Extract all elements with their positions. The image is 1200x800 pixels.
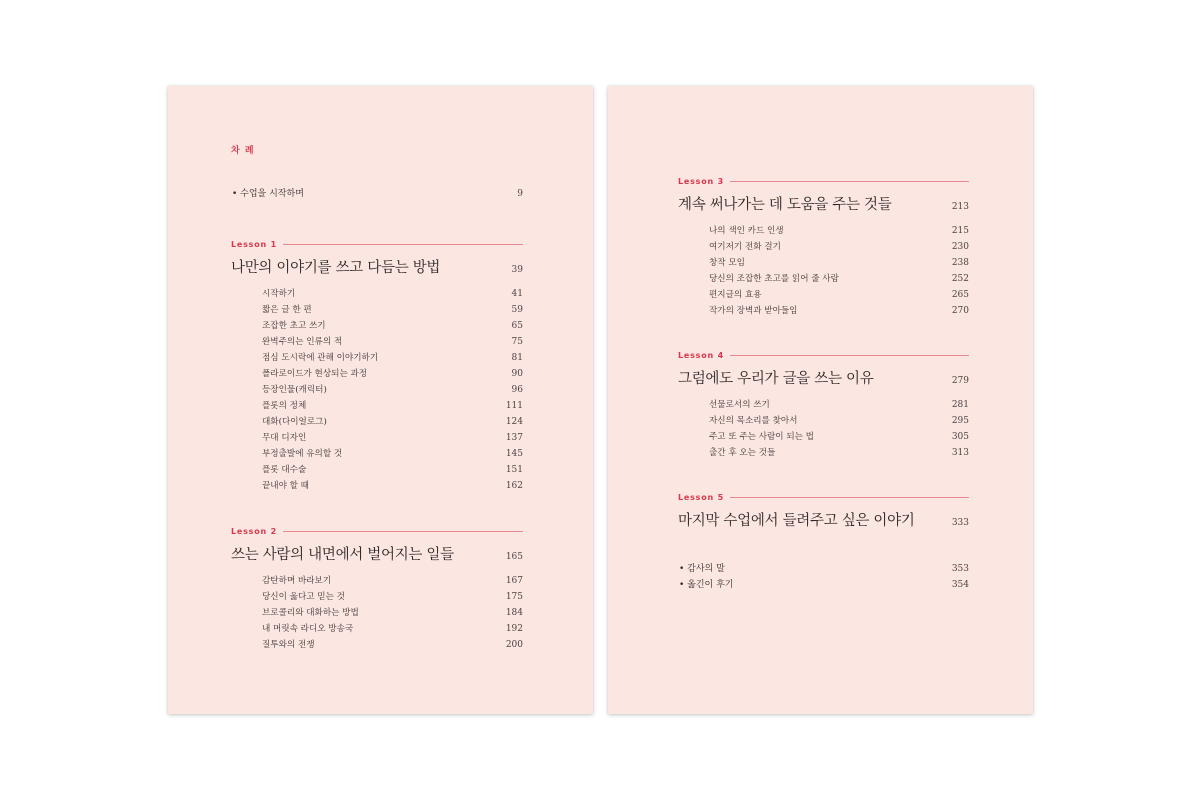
lesson-title-row[interactable]	[231, 256, 523, 278]
chapter-entry[interactable]	[678, 223, 969, 239]
chapter-entry[interactable]	[678, 445, 969, 461]
lesson-page: 39	[511, 265, 523, 275]
lesson-title-row[interactable]	[678, 193, 969, 215]
chapter-label: 감탄하며 바라보기	[262, 576, 332, 586]
chapter-entry[interactable]	[678, 239, 969, 255]
lesson-title: 마지막 수업에서 들려주고 싶은 이야기	[678, 513, 915, 529]
chapter-page: 151	[505, 465, 523, 475]
chapter-entry[interactable]	[231, 414, 523, 430]
lesson-page: 279	[951, 376, 969, 386]
lesson-tag	[678, 349, 969, 361]
lesson-tag	[678, 175, 969, 187]
chapter-page: 238	[951, 258, 969, 268]
chapter-page: 167	[505, 576, 523, 586]
lesson-divider	[283, 244, 523, 245]
chapter-label: 창작 모임	[709, 258, 745, 268]
chapter-page: 313	[951, 448, 969, 458]
entry-label: • 수업을 시작하며	[232, 189, 304, 199]
lesson-title: 그럼에도 우리가 글을 쓰는 이유	[678, 371, 874, 387]
lesson-title: 계속 써나가는 데 도움을 주는 것들	[678, 197, 892, 213]
back-matter	[678, 561, 969, 593]
toc-entry-acknowledgements[interactable]	[678, 561, 969, 577]
chapter-entry[interactable]	[678, 287, 969, 303]
chapter-page: 175	[505, 592, 523, 602]
entry-page: 354	[951, 580, 969, 590]
chapter-label: 폴라로이드가 현상되는 과정	[262, 369, 368, 379]
lesson-page: 165	[505, 552, 523, 562]
chapter-entry[interactable]	[231, 382, 523, 398]
lesson-title-row[interactable]	[678, 367, 969, 389]
chapter-label: 플롯의 정체	[262, 401, 307, 411]
lesson-tag	[678, 491, 969, 503]
chapter-page: 59	[511, 305, 523, 315]
chapter-label: 내 머릿속 라디오 방송국	[262, 624, 354, 634]
lesson-tag	[231, 238, 523, 250]
chapter-page: 145	[505, 449, 523, 459]
chapter-entry[interactable]	[231, 302, 523, 318]
chapter-page: 111	[505, 401, 523, 411]
chapter-label: 작가의 장벽과 받아들임	[709, 306, 798, 316]
chapter-page: 265	[951, 290, 969, 300]
chapter-entry[interactable]	[231, 573, 523, 589]
chapter-entry[interactable]	[231, 398, 523, 414]
chapter-list	[678, 397, 969, 461]
chapter-entry[interactable]	[231, 605, 523, 621]
chapter-label: 여기저기 전화 걸기	[709, 242, 781, 252]
lesson-title-row[interactable]	[231, 543, 523, 565]
chapter-label: 부정출발에 유의할 것	[262, 449, 343, 459]
chapter-label: 질투와의 전쟁	[262, 640, 315, 650]
chapter-list	[231, 573, 523, 653]
chapter-entry[interactable]	[231, 621, 523, 637]
lesson-divider	[283, 531, 523, 532]
lesson-2-section	[231, 525, 523, 653]
chapter-list	[231, 286, 523, 494]
lesson-page: 333	[951, 518, 969, 528]
lesson-4-section	[678, 349, 969, 461]
chapter-entry[interactable]	[678, 413, 969, 429]
chapter-entry[interactable]	[231, 366, 523, 382]
chapter-label: 완벽주의는 인류의 적	[262, 337, 343, 347]
chapter-entry[interactable]	[231, 637, 523, 653]
chapter-page: 162	[505, 481, 523, 491]
chapter-entry[interactable]	[678, 271, 969, 287]
chapter-page: 96	[511, 385, 523, 395]
chapter-page: 75	[511, 337, 523, 347]
chapter-entry[interactable]	[231, 286, 523, 302]
chapter-label: 등장인물(캐릭터)	[262, 385, 327, 395]
chapter-label: 출간 후 오는 것들	[709, 448, 776, 458]
lesson-tag	[231, 525, 523, 537]
chapter-label: 편지글의 효용	[709, 290, 762, 300]
chapter-page: 295	[951, 416, 969, 426]
prelude-entry	[231, 186, 523, 202]
chapter-entry[interactable]	[231, 462, 523, 478]
chapter-entry[interactable]	[231, 318, 523, 334]
lesson-tag-label: Lesson 2	[231, 526, 277, 536]
entry-label: • 감사의 말	[679, 564, 725, 574]
chapter-label: 선물로서의 쓰기	[709, 400, 770, 410]
lesson-tag-label: Lesson 1	[231, 239, 277, 249]
chapter-label: 조잡한 초고 쓰기	[262, 321, 326, 331]
chapter-entry[interactable]	[231, 478, 523, 494]
chapter-entry[interactable]	[231, 430, 523, 446]
lesson-divider	[730, 497, 969, 498]
lesson-divider	[730, 355, 969, 356]
entry-page: 9	[517, 189, 523, 199]
chapter-label: 나의 색인 카드 인생	[709, 226, 784, 236]
chapter-entry[interactable]	[678, 429, 969, 445]
toc-entry-prelude[interactable]	[231, 186, 523, 202]
chapter-label: 끝내야 할 때	[262, 481, 309, 491]
toc-title: 차 례	[231, 146, 255, 156]
left-page	[168, 86, 593, 714]
lesson-title: 나만의 이야기를 쓰고 다듬는 방법	[231, 260, 441, 276]
chapter-page: 41	[511, 289, 523, 299]
chapter-label: 짧은 글 한 편	[262, 305, 312, 315]
lesson-divider	[730, 181, 969, 182]
entry-page: 353	[951, 564, 969, 574]
chapter-label: 주고 또 주는 사람이 되는 법	[709, 432, 814, 442]
chapter-page: 90	[511, 369, 523, 379]
chapter-page: 192	[505, 624, 523, 634]
chapter-entry[interactable]	[231, 589, 523, 605]
chapter-entry[interactable]	[231, 446, 523, 462]
chapter-list	[678, 223, 969, 319]
chapter-page: 65	[511, 321, 523, 331]
chapter-label: 당신이 옳다고 믿는 것	[262, 592, 345, 602]
chapter-entry[interactable]	[678, 303, 969, 319]
chapter-page: 305	[951, 432, 969, 442]
lesson-5-section	[678, 491, 969, 531]
chapter-page: 252	[951, 274, 969, 284]
lesson-title: 쓰는 사람의 내면에서 벌어지는 일들	[231, 547, 454, 563]
chapter-page: 270	[951, 306, 969, 316]
chapter-entry[interactable]	[231, 334, 523, 350]
chapter-page: 124	[505, 417, 523, 427]
lesson-1-section	[231, 238, 523, 494]
entry-label: • 옮긴이 후기	[679, 580, 734, 590]
chapter-label: 점심 도시락에 관해 이야기하기	[262, 353, 379, 363]
toc-entry-translator-afterword[interactable]	[678, 577, 969, 593]
chapter-page: 81	[511, 353, 523, 363]
lesson-3-section	[678, 175, 969, 319]
chapter-entry[interactable]	[678, 397, 969, 413]
chapter-page: 215	[951, 226, 969, 236]
chapter-page: 184	[505, 608, 523, 618]
lesson-title-row[interactable]	[678, 509, 969, 531]
chapter-page: 230	[951, 242, 969, 252]
chapter-label: 대화(다이얼로그)	[262, 417, 327, 427]
chapter-page: 137	[505, 433, 523, 443]
right-page	[608, 86, 1033, 714]
chapter-label: 당신의 조잡한 초고를 읽어 줄 사람	[709, 274, 839, 284]
chapter-page: 200	[505, 640, 523, 650]
lesson-page: 213	[951, 202, 969, 212]
lesson-tag-label: Lesson 5	[678, 492, 724, 502]
chapter-label: 자신의 목소리를 찾아서	[709, 416, 798, 426]
chapter-label: 플롯 대수술	[262, 465, 307, 475]
chapter-label: 브로콜리와 대화하는 방법	[262, 608, 359, 618]
chapter-label: 시작하기	[262, 289, 296, 299]
chapter-entry[interactable]	[231, 350, 523, 366]
chapter-page: 281	[951, 400, 969, 410]
chapter-entry[interactable]	[678, 255, 969, 271]
lesson-tag-label: Lesson 4	[678, 350, 724, 360]
lesson-tag-label: Lesson 3	[678, 176, 724, 186]
chapter-label: 무대 디자인	[262, 433, 307, 443]
